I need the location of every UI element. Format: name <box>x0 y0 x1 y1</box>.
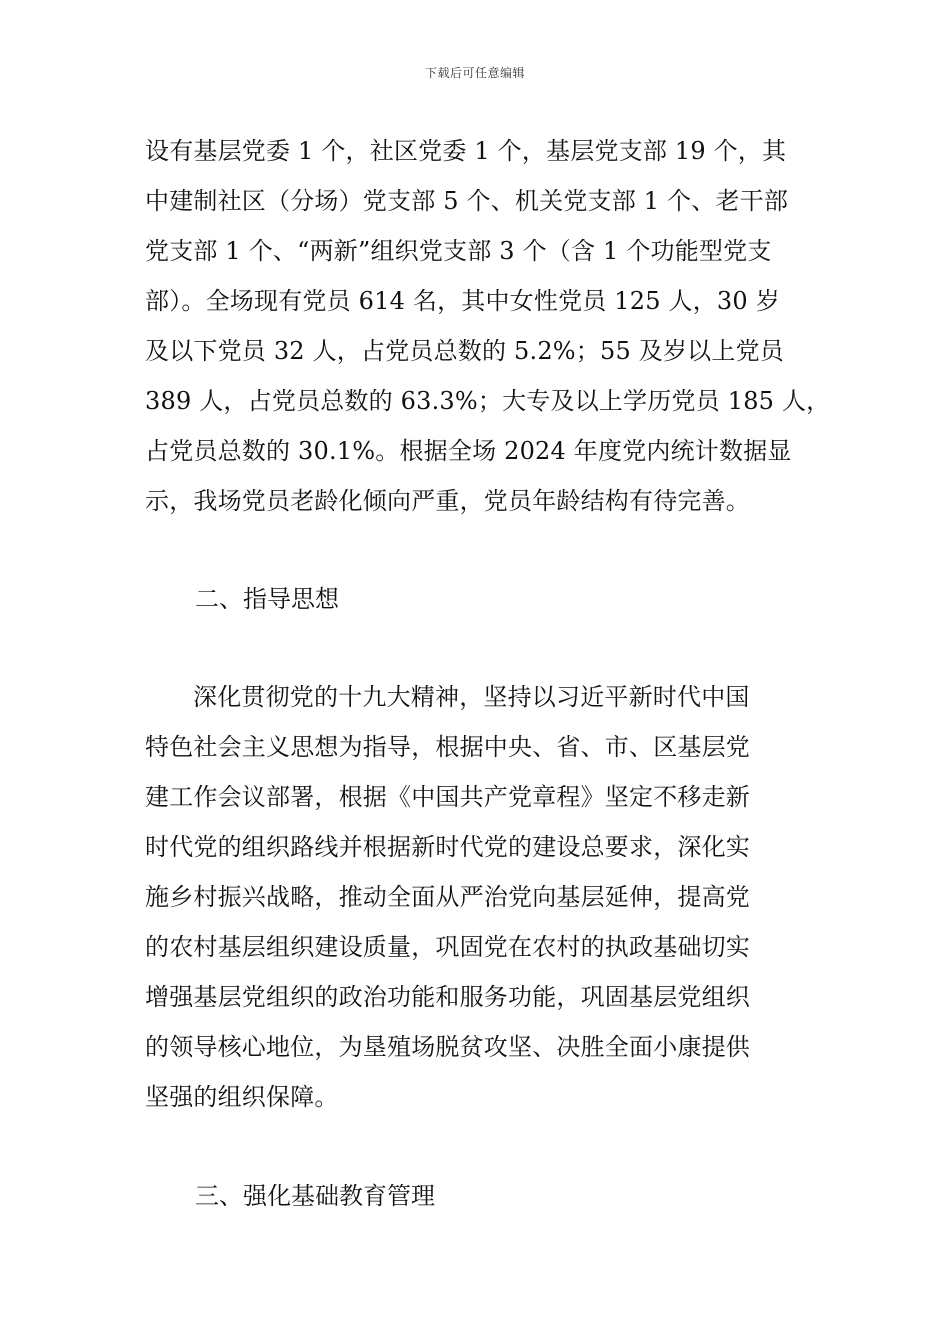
paragraph-line: 的农村基层组织建设质量，巩固党在农村的执政基础切实 <box>145 933 750 961</box>
paragraph-line: 党支部 1 个、“两新”组织党支部 3 个（含 1 个功能型党支 <box>145 237 772 265</box>
paragraph-guiding-ideology <box>145 672 825 1122</box>
paragraph-line: 深化贯彻党的十九大精神，坚持以习近平新时代中国 <box>193 683 750 711</box>
paragraph-line: 建工作会议部署，根据《中国共产党章程》坚定不移走新 <box>145 783 750 811</box>
paragraph-line: 及以下党员 32 人，占党员总数的 5.2%；55 及岁以上党员 <box>145 337 784 365</box>
paragraph-line: 施乡村振兴战略，推动全面从严治党向基层延伸，提高党 <box>145 883 750 911</box>
paragraph-line: 部）。全场现有党员 614 名，其中女性党员 125 人，30 岁 <box>145 287 780 315</box>
header-note: 下载后可任意编辑 <box>424 66 525 80</box>
paragraph-party-statistics <box>145 126 831 526</box>
paragraph-line: 设有基层党委 1 个，社区党委 1 个，基层党支部 19 个，其 <box>145 137 787 165</box>
section-heading-text: 二、指导思想 <box>195 585 339 613</box>
section-heading-guiding-ideology <box>145 574 825 624</box>
paragraph-line: 时代党的组织路线并根据新时代党的建设总要求，深化实 <box>145 833 750 861</box>
paragraph-line: 特色社会主义思想为指导，根据中央、省、市、区基层党 <box>145 733 750 761</box>
paragraph-line: 389 人，占党员总数的 63.3%；大专及以上学历党员 185 人， <box>145 387 831 415</box>
section-heading-text: 三、强化基础教育管理 <box>195 1182 435 1210</box>
paragraph-line: 的领导核心地位，为垦殖场脱贫攻坚、决胜全面小康提供 <box>145 1033 750 1061</box>
section-heading-education-management <box>145 1171 825 1221</box>
paragraph-line: 坚强的组织保障。 <box>145 1083 339 1111</box>
paragraph-line: 增强基层党组织的政治功能和服务功能，巩固基层党组织 <box>145 983 750 1011</box>
paragraph-line: 占党员总数的 30.1%。根据全场 2024 年度党内统计数据显 <box>145 437 792 465</box>
paragraph-line: 示，我场党员老龄化倾向严重，党员年龄结构有待完善。 <box>145 487 750 515</box>
paragraph-line: 中建制社区（分场）党支部 5 个、机关党支部 1 个、老干部 <box>145 187 789 215</box>
